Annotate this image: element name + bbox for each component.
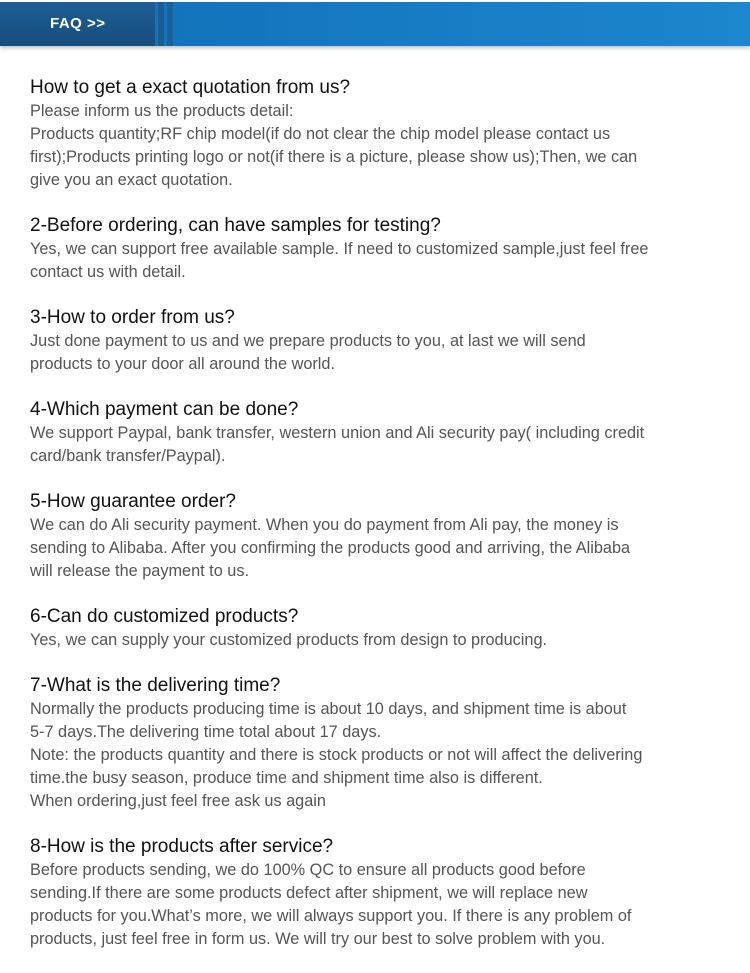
faq-item — [30, 605, 730, 652]
faq-question: How to get a exact quotation from us? — [30, 77, 351, 98]
faq-question: 4-Which payment can be done? — [30, 399, 299, 420]
faq-question: 2-Before ordering, can have samples for testing? — [30, 215, 441, 236]
banner-title: FAQ >> — [50, 15, 106, 32]
faq-answer-line: 5-7 days.The delivering time total about 17 days. — [30, 723, 382, 741]
faq-answer-line: We support Paypal, bank transfer, western union and Ali security pay( including credit — [30, 424, 645, 442]
faq-item — [30, 76, 730, 192]
banner-stripe — [167, 2, 173, 46]
banner-stripe — [158, 2, 164, 46]
faq-answer-line: Normally the products producing time is about 10 days, and shipment time is about — [30, 700, 627, 718]
faq-answer-line: When ordering,just feel free ask us again — [30, 792, 326, 810]
faq-answer-line: Just done payment to us and we prepare products to you, at last we will send — [30, 332, 586, 350]
faq-answer-line: time.the busy season, produce time and shipment time also is different. — [30, 769, 543, 787]
faq-question: 6-Can do customized products? — [30, 606, 299, 627]
faq-item — [30, 398, 730, 468]
faq-answer-line: sending to Alibaba. After you confirming the products good and arriving, the Alibaba — [30, 539, 631, 557]
faq-answer-line: first);Products printing logo or not(if there is a picture, please show us);Then, we can — [30, 148, 638, 166]
faq-answer-line: products for you.What’s more, we will always support you. If there is any problem of — [30, 907, 632, 925]
faq-answer-line: Note: the products quantity and there is stock products or not will affect the delivering — [30, 746, 643, 764]
faq-answer-line: contact us with detail. — [30, 263, 186, 281]
faq-answer-line: Yes, we can supply your customized products from design to producing. — [30, 631, 548, 649]
faq-item — [30, 674, 730, 813]
faq-answer-line: Products quantity;RF chip model(if do not clear the chip model please contact us — [30, 125, 611, 143]
faq-item — [30, 306, 730, 376]
faq-answer-line: give you an exact quotation. — [30, 171, 233, 189]
faq-answer-line: Yes, we can support free available sample. If need to customized sample,just feel free — [30, 240, 649, 258]
faq-question: 5-How guarantee order? — [30, 491, 236, 512]
faq-item — [30, 835, 730, 951]
faq-answer-line: products to your door all around the world. — [30, 355, 335, 373]
faq-answer-line: sending.If there are some products defect after shipment, we will replace new — [30, 884, 588, 902]
faq-item — [30, 214, 730, 284]
faq-answer-line: will release the payment to us. — [30, 562, 250, 580]
faq-answer-line: card/bank transfer/Paypal). — [30, 447, 226, 465]
faq-answer-line: We can do Ali security payment. When you do payment from Ali pay, the money is — [30, 516, 619, 534]
faq-answer-line: products, just feel free in form us. We will try our best to solve problem with you. — [30, 930, 606, 948]
faq-answer-line: Before products sending, we do 100% QC to ensure all products good before — [30, 861, 586, 879]
faq-question: 8-How is the products after service? — [30, 836, 334, 857]
faq-list — [30, 76, 730, 973]
faq-answer-line: Please inform us the products detail: — [30, 102, 294, 120]
faq-question: 3-How to order from us? — [30, 307, 235, 328]
faq-item — [30, 490, 730, 583]
faq-banner — [0, 2, 750, 46]
faq-question: 7-What is the delivering time? — [30, 675, 281, 696]
